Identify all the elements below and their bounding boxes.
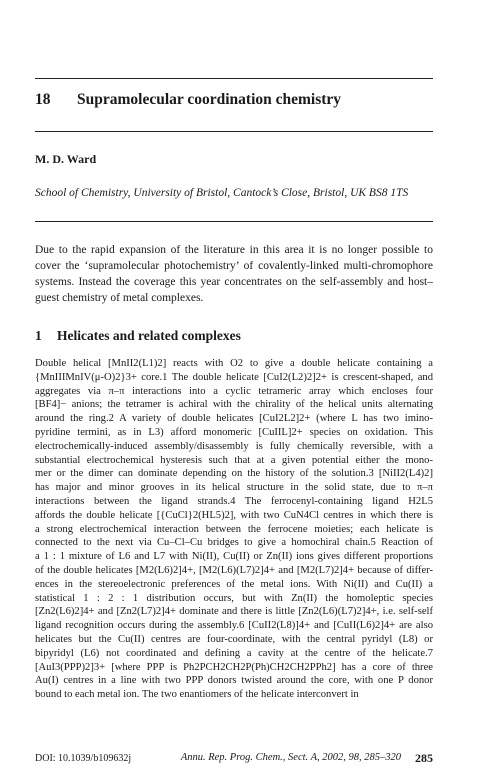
- body-line: ligand recognition occurs during the assembly.6 [CuII2(L8)]4+ and [CuII(L6)2]4+ are also: [35, 620, 433, 632]
- body-line: [AuI3(PPP)2]3+ [where PPP is Ph2PCH2CH2P(Ph)CH2CH2PPh2] has a core of three: [35, 661, 433, 673]
- affiliation-rule: [35, 221, 433, 222]
- doi-text[interactable]: DOI: 10.1039/b109632j: [35, 753, 132, 764]
- body-line: substantial electrochemical hysteresis such that at a given potential either the mono-: [35, 454, 433, 466]
- body-line: affords the double helicate [{CuCl}2(HL5)2], with two CuN4Cl centres in which there is: [35, 509, 433, 521]
- body-line: helicates but the Cu(II) centres are four-coordinate, with the central pyridyl (L8) or: [35, 633, 433, 645]
- page-number: 285: [415, 751, 433, 765]
- author-name: M. D. Ward: [35, 152, 97, 166]
- body-line: statistical 1 : 2 : 1 distribution occurs, but with Zn(II) the homoleptic species: [35, 592, 433, 604]
- section-title: Helicates and related complexes: [57, 328, 241, 343]
- section-heading: [35, 328, 241, 344]
- body-line: of the double helicates [M2(L6)2]4+, [M2(L6)(L7)2]4+ and [M2(L7)2]4+ because of differ-: [35, 564, 433, 576]
- chapter-title-text: Supramolecular coordination chemistry: [77, 91, 342, 108]
- body-line: electrochemically-induced assembly/disassembly is fully chemically reversible, with a: [35, 440, 433, 452]
- chapter-number: 18: [35, 91, 51, 108]
- body-line: [Zn2(L6)2]4+ and [Zn2(L7)2]4+ dominate and there is little [Zn2(L6)(L7)2]4+, i.e. self-self: [35, 606, 433, 618]
- body-line: interactions between the ligand strands.4 The ferrocenyl-containing ligand H2L5: [35, 495, 433, 507]
- body-line: aggregates via π–π interactions into a cyclic tetrameric array which encloses four: [35, 385, 433, 397]
- body-line: {MnIIIMnIV(μ-O)2}3+ core.1 The double helicate [CuI2(L2)2]2+ is crescent-shaped, and: [35, 371, 433, 383]
- top-rule: [35, 78, 433, 79]
- body-paragraph: [35, 357, 433, 702]
- body-line: bipyridyl (L6) not coordinated and defining a cavity at the centre of the helicate.7: [35, 647, 433, 659]
- body-line: a 1 : 1 mixture of L6 and L7 with Ni(II), Cu(II) or Zn(II) ions gives different proportions: [35, 551, 433, 563]
- body-line: [BF4]− anions; the tetramer is achiral with the chirality of the helical units alternating: [35, 399, 433, 411]
- body-line: connected to the next via Cu–Cl–Cu bridges to give a homochiral chain.5 Reaction of: [35, 537, 433, 549]
- body-line: mer or the dimer can dominate depending on the history of the solution.3 [NiII2(L4)2]: [35, 468, 433, 480]
- page-footer: [35, 752, 433, 766]
- abstract-paragraph: Due to the rapid expansion of the literature in this area it is no longer possible to cover the ‘supramolecular photochemistry’ of covalently-linked multi-chromophore systems. Instead the coverage this year concentrates on the self-assembly and host–guest chemistry of metal complexes.: [35, 244, 433, 304]
- journal-citation: Annu. Rep. Prog. Chem., Sect. A, 2002, 98, 285–320: [180, 752, 401, 763]
- author-affiliation: School of Chemistry, University of Bristol, Cantock’s Close, Bristol, UK BS8 1TS: [35, 187, 409, 199]
- title-rule: [35, 131, 433, 132]
- body-line: around the ring.2 A variety of double helicates [CuI2L2]2+ (where L has two imino-: [35, 413, 433, 425]
- body-line: pyridine termini, as in L3) afford monomeric [CuIIL]2+ species on oxidation. This: [35, 426, 433, 438]
- body-line: ences in the stereoelectronic preferences of the metal ions. With Ni(II) and Cu(II) a: [35, 578, 433, 590]
- body-line: a strong electrochemical interaction between the ferrocene moieties; each helicate is: [35, 523, 433, 535]
- body-line: bound to each metal ion. The two enantiomers of the helicate interconvert in: [35, 689, 359, 701]
- body-line: Au(I) centres in a line with two PPP donors twisted around the core, with one P donor: [35, 675, 433, 687]
- body-line: has major and minor grooves in its helical structure in the solid state, due to π–π: [35, 482, 433, 494]
- section-number: 1: [35, 328, 42, 343]
- chapter-title: [35, 91, 341, 109]
- body-line: Double helical [MnII2(L1)2] reacts with O2 to give a double helicate containing a: [35, 358, 433, 369]
